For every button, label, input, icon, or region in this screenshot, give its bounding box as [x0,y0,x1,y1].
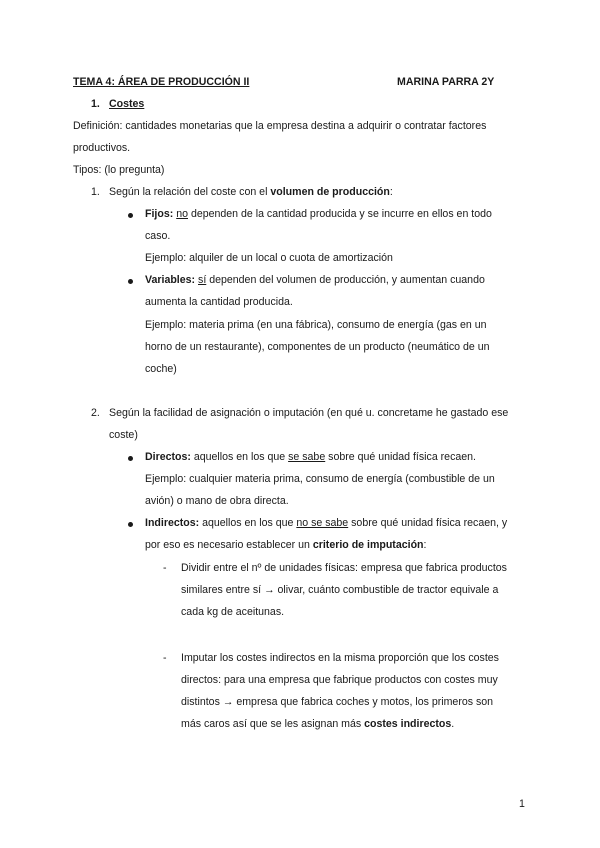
criterion-1-colon: : [389,186,393,198]
directos-example-2: avión) o mano de obra directa. [145,495,289,507]
indirectos-text-after: sobre qué unidad física recaen, y [348,517,508,529]
variables-example-1: Ejemplo: materia prima (en una fábrica), consumo de energía (gas en un [145,319,487,331]
document-title: TEMA 4: ÁREA DE PRODUCCIÓN II [73,76,250,88]
criterion-2-line-1: Según la facilidad de asignación o imputación (en qué u. concretame he gastado ese [109,407,509,419]
indirectos-line-1 [145,516,507,530]
variables-line-1 [145,273,485,287]
variables-label: Variables: [145,274,196,286]
criterion-1-heading [109,185,393,199]
definition-line-2: productivos. [73,142,131,154]
indirectos-label: Indirectos: [145,517,200,529]
method-2-line-4 [181,717,454,731]
directos-line-1 [145,450,476,464]
directos-example-1: Ejemplo: cualquier materia prima, consumo de energía (combustible de un [145,473,495,485]
indirectos-line2-colon: : [423,539,427,551]
criterion-1-bold: volumen de producción [270,186,390,198]
variables-keyword: sí [198,274,207,286]
bullet-fijos [128,213,133,218]
method-2-dash: - [163,652,167,664]
directos-keyword: se sabe [288,451,326,463]
fijos-line-2: caso. [145,230,171,242]
indirectos-line2-text: por eso es necesario establecer un [145,539,313,551]
indirectos-text-before: aquellos en los que [199,517,297,529]
method-1-line-2: similares entre sí → olivar, cuánto combustible de tractor equivale a [181,584,499,596]
method-1-line-1: Dividir entre el nº de unidades físicas: empresa que fabrica productos [181,562,507,574]
fijos-example: Ejemplo: alquiler de un local o cuota de amortización [145,252,393,264]
variables-example-3: coche) [145,363,177,375]
method-1-line-3: cada kg de aceitunas. [181,606,285,618]
fijos-text: dependen de la cantidad producida y se incurre en ellos en todo [188,208,492,220]
directos-label: Directos: [145,451,191,463]
variables-line-2: aumenta la cantidad producida. [145,296,293,308]
fijos-label: Fijos: [145,208,174,220]
bullet-variables [128,279,133,284]
types-label: Tipos: (lo pregunta) [73,164,165,176]
bullet-directos [128,456,133,461]
variables-text: dependen del volumen de producción, y aumentan cuando [206,274,485,286]
author-name: MARINA PARRA 2Y [397,76,495,88]
criterion-1-text: Según la relación del coste con el [109,186,271,198]
directos-text-after: sobre qué unidad física recaen. [325,451,476,463]
method-2-line4-period: . [451,718,455,730]
fijos-line-1 [145,207,492,221]
criterion-2-number: 2. [91,407,100,419]
method-2-line-3: distintos → empresa que fabrica coches y motos, los primeros son [181,696,494,708]
bullet-indirectos [128,522,133,527]
indirectos-line2-bold: criterio de imputación [312,539,424,551]
fijos-keyword: no [176,208,188,220]
indirectos-keyword: no se sabe [296,517,349,529]
indirectos-line-2 [145,538,426,552]
method-2-line-2: directos: para una empresa que fabrique productos con costes muy [181,674,498,686]
page-number: 1 [519,798,525,810]
variables-example-2: horno de un restaurante), componentes de un producto (neumático de un [145,341,490,353]
method-2-line4-text: más caros así que se les asignan más [181,718,365,730]
directos-text-before: aquellos en los que [190,451,289,463]
criterion-2-line-2: coste) [109,429,138,441]
definition-line-1: Definición: cantidades monetarias que la empresa destina a adquirir o contratar factores [73,120,487,132]
section-title: Costes [109,98,145,110]
method-2-line4-bold: costes indirectos [364,718,452,730]
criterion-1-number: 1. [91,186,100,198]
method-2-line-1: Imputar los costes indirectos en la misma proporción que los costes [181,652,499,664]
method-1-dash: - [163,562,167,574]
section-number: 1. [91,98,100,110]
